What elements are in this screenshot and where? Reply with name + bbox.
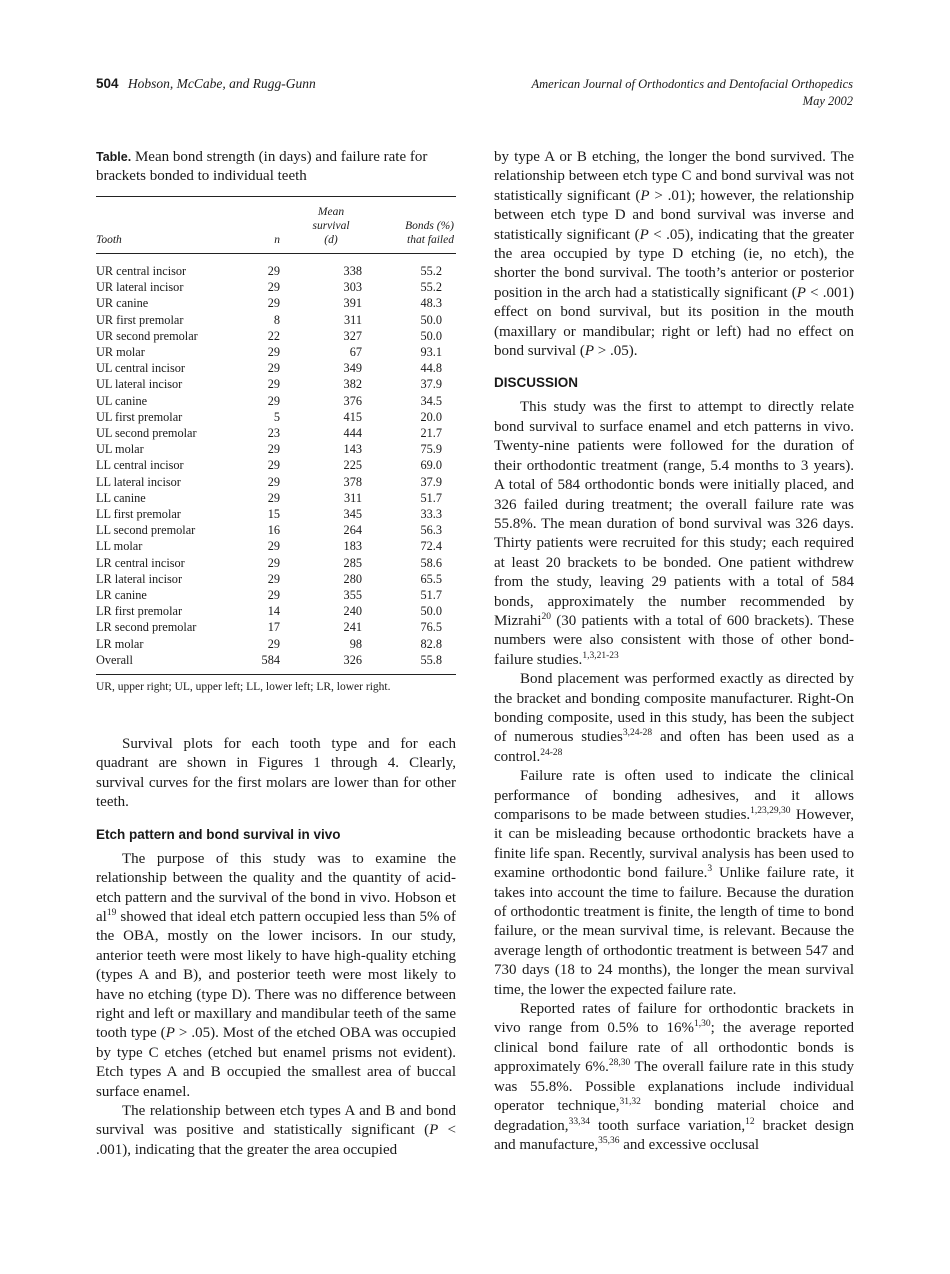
cell-n: 29 [267,442,280,457]
cell-mean-survival: 303 [343,280,362,295]
cell-tooth: UR lateral incisor [96,280,184,295]
cell-n: 22 [267,328,280,343]
table-row [96,425,456,441]
cell-n: 8 [273,312,280,327]
text-run: and excessive occlusal [619,1136,760,1153]
text-run: < .001) effect on bond survival, but its position in the mouth (maxillary or mandibular; right or left) had no effect on bond survival ( [494,284,854,360]
paragraph [494,670,854,767]
cell-mean-survival: 415 [343,409,362,424]
cell-failed: 55.2 [420,280,442,295]
text-run: Reported rates of failure for orthodontic brackets in vivo range from 0.5% to 16% [494,1001,854,1037]
table-row [96,474,456,490]
citation: 20 [541,611,551,622]
cell-tooth: LR second premolar [96,620,197,635]
section-heading: Etch pattern and bond survival in vivo [96,826,341,842]
text-run: < .05), indicating that the greater the area occupied by type D etching (ie, no etch), the shorter the bond survival. The tooth’s anterior or posterior position in the arch had a statistically significant ( [494,226,855,301]
cell-mean-survival: 67 [349,345,362,360]
cell-n: 29 [267,296,280,311]
table-row [96,619,456,635]
col-header-failed-line2: that failed [407,234,454,246]
table-row [96,254,456,279]
cell-n: 29 [267,555,280,570]
text-run: by type A or B etching, the longer the bond survived. The relationship between etch type C and bond survival was not statistically significant ( [494,149,854,204]
table-row [96,279,456,295]
citation: 24-28 [540,747,563,758]
cell-failed: 37.9 [420,377,442,392]
text-run: The relationship between etch types A and B and bond survival was positive and statistically significant ( [96,1102,456,1139]
cell-tooth: LR central incisor [96,555,185,570]
cell-tooth: UR canine [96,296,149,311]
cell-mean-survival: 311 [344,312,362,327]
cell-tooth: LL first premolar [96,507,181,522]
p-value-symbol: P [796,284,806,301]
cell-mean-survival: 444 [343,426,362,441]
table-bottom-rule [96,674,456,675]
citation: 1,23,29,30 [750,806,791,816]
cell-mean-survival: 98 [349,636,362,651]
cell-tooth: LR lateral incisor [96,571,183,586]
cell-n: 16 [267,523,280,538]
cell-mean-survival: 280 [343,571,362,586]
cell-n: 29 [267,377,280,392]
text-run: bracket design and manufacture, [494,1117,854,1153]
cell-mean-survival: 355 [343,588,362,603]
paragraph [494,767,854,1000]
col-header-failed [362,197,456,253]
citation: 19 [106,907,117,918]
cell-mean-survival: 345 [343,507,362,522]
text-run: bonding material choice and degradation, [494,1098,854,1134]
cell-failed: 51.7 [420,490,442,505]
cell-failed: 34.5 [420,393,442,408]
cell-n: 29 [267,474,280,489]
citation: 31,32 [619,1097,641,1108]
col-header-mean-survival [280,197,362,253]
text-run: > .05). Most of the etched OBA was occupied by type C etches (etched but enamel prisms not evident). Etch types A and B occupied the smallest area of buccal surface enamel. [96,1025,457,1100]
table-row [96,360,456,376]
table-row [96,652,456,674]
cell-failed: 51.7 [420,588,442,603]
col-header-failed-line1: Bonds (%) [405,220,454,232]
cell-failed: 50.0 [420,328,442,343]
cell-tooth: UL first premolar [96,409,183,424]
cell-n: 17 [267,620,280,635]
citation: 28,30 [608,1058,631,1069]
cell-failed: 75.9 [420,442,442,457]
table-row [96,376,456,392]
text-run: (30 patients with a total of 600 brackets). These numbers were also consistent with those of other bond-failure studies. [494,612,854,668]
p-value-symbol: P [639,226,649,243]
cell-mean-survival: 264 [343,523,362,538]
left-column [96,148,456,1160]
table-row [96,571,456,587]
table-caption-text: Mean bond strength (in days) and failure rate for brackets bonded to individual teeth [96,149,428,184]
citation: 33,34 [568,1116,590,1127]
table-row [96,409,456,425]
cell-failed: 72.4 [420,539,442,554]
cell-tooth: LL lateral incisor [96,474,181,489]
cell-failed: 65.5 [420,571,442,586]
table-row [96,490,456,506]
table-row [96,603,456,619]
paragraph: Survival plots for each tooth type and for each quadrant are shown in Figures 1 through 4. Clearly, survival curves for the first molars are lower than for other teeth. [96,736,456,811]
table-row [96,522,456,538]
col-header-mean-survival-line3: (d) [324,234,338,246]
paragraph [494,398,854,670]
cell-mean-survival: 349 [343,361,362,376]
citation: 35,36 [598,1135,620,1146]
citation: 3,24-28 [622,728,653,739]
cell-failed: 48.3 [420,296,442,311]
cell-mean-survival: 285 [343,555,362,570]
cell-mean-survival: 391 [343,296,362,311]
page-header [96,76,853,116]
cell-n: 23 [267,426,280,441]
text-run: The purpose of this study was to examine the relationship between the quality and the quantity of acid-etch pattern and the survival of the bond in vivo. Hobson et al [96,850,456,925]
cell-n: 29 [267,280,280,295]
table-row [96,441,456,457]
cell-tooth: LL canine [96,490,146,505]
table-row [96,393,456,409]
cell-n: 29 [267,264,280,278]
cell-failed: 76.5 [420,620,442,635]
paragraph [494,148,854,361]
text-run: Bond placement was performed exactly as directed by the bracket and bonding composite manufacturer. Right-On bonding composite, used in this study, has been the subject of numerous studies [494,671,854,746]
col-header-n: n [274,234,280,246]
cell-mean-survival: 376 [343,393,362,408]
text-run: Failure rate is often used to indicate the clinical performance of bonding adhesives, and it allows comparisons to be made between studies. [494,768,854,823]
p-value-symbol: P [584,343,594,360]
p-value-symbol: P [429,1122,439,1139]
cell-n: 29 [267,345,280,360]
cell-tooth: UR second premolar [96,328,198,343]
table-row [96,344,456,360]
col-header-mean-survival-line2: survival [312,220,350,232]
table-row [96,457,456,473]
section-heading: DISCUSSION [494,375,579,391]
running-head-right [532,76,854,110]
running-head-left [96,76,316,92]
cell-tooth: LR molar [96,636,144,651]
text-run: This study was the first to attempt to directly relate bond survival to surface enamel and etch patterns in vivo. Twenty-nine patients were followed for the duration of their orthodontic treatment (range, 5.4 months to 3 years). A total of 584 orthodontic bonds were initially placed, and 326 failed during treatment; the overall failure rate was 55.8%. The mean duration of bond survival was 326 days. Thirty patients were recruited for this study; each required at least 20 brackets to be bonded. One patient withdrew from the study, leaving 29 patients with a total of 584 bonds, approximately the number recommended by Mizrahi [494,399,854,629]
cell-n: 29 [267,458,280,473]
cell-n: 29 [267,636,280,651]
text-run: Unlike failure rate, it takes into account the time to failure. Because the duration of orthodontic treatment is finite, the length of time to bond failure, or the mean survival time, is relevant. Because the average length of orthodontic treatment is between 547 and 730 days (18 to 24 months), the longer the mean survival time, the lower the expected failure rate. [494,865,855,998]
cell-failed: 50.0 [420,312,442,327]
cell-n: 29 [267,539,280,554]
page-number: 504 [96,76,119,91]
table-caption [96,148,456,186]
cell-tooth: UR molar [96,345,145,360]
cell-mean-survival: 378 [343,474,362,489]
citation: 3 [707,864,713,875]
table-row [96,312,456,328]
text-run: and often has been used as a control. [494,729,855,765]
cell-failed: 21.7 [420,426,442,441]
cell-n: 14 [267,604,280,619]
cell-failed: 69.0 [420,458,442,473]
cell-tooth: Overall [96,652,133,667]
cell-failed: 55.2 [420,264,442,278]
col-header-tooth: Tooth [96,234,122,246]
cell-tooth: LL central incisor [96,458,184,473]
citation: 1,3,21-23 [582,650,619,661]
p-value-symbol: P [165,1025,175,1042]
citation: 1,30 [694,1019,711,1030]
text-run: < .001), indicating that the greater the area occupied [96,1122,456,1158]
cell-tooth: UL lateral incisor [96,377,183,392]
right-column [494,148,854,1155]
cell-tooth: UR central incisor [96,264,187,278]
text-run: ; the average reported clinical bond failure rate of all orthodontic bonds is approximately 6%. [494,1020,855,1076]
cell-tooth: UL second premolar [96,426,197,441]
cell-tooth: LR canine [96,588,147,603]
paragraph [96,850,456,1102]
cell-tooth: UL central incisor [96,361,186,376]
cell-mean-survival: 143 [343,442,362,457]
text-run: > .05). [594,343,638,360]
text-run: tooth surface variation, [589,1117,746,1134]
cell-n: 29 [267,571,280,586]
cell-failed: 44.8 [420,361,442,376]
text-run: The overall failure rate in this study was 55.8%. Possible explanations include individual operator technique, [494,1059,854,1115]
col-header-mean-survival-line1: Mean [317,206,345,218]
text-run: showed that ideal etch pattern occupied less than 5% of the OBA, mostly on the lower incisors. In our study, anterior teeth were most likely to have high-quality etching (types A and B), and posterior teeth were most likely to have no etching (type D). There was no difference between right and left or maxillary and mandibular teeth of the same tooth type ( [96,908,456,1042]
authors: Hobson, McCabe, and Rugg-Gunn [127,76,316,91]
cell-tooth: UR first premolar [96,312,184,327]
cell-tooth: LR first premolar [96,604,183,619]
cell-tooth: LL second premolar [96,523,196,538]
cell-failed: 33.3 [420,507,442,522]
cell-tooth: UL molar [96,442,144,457]
cell-failed: 55.8 [420,652,442,667]
table-row [96,506,456,522]
table-row [96,328,456,344]
cell-failed: 93.1 [420,345,442,360]
cell-mean-survival: 327 [343,328,362,343]
cell-n: 29 [267,588,280,603]
cell-n: 5 [273,409,280,424]
paragraph [494,1000,854,1155]
journal-title: American Journal of Orthodontics and Dentofacial Orthopedics [531,77,853,91]
table-label: Table. [96,150,132,164]
table-row [96,555,456,571]
cell-n: 29 [267,490,280,505]
cell-failed: 58.6 [420,555,442,570]
cell-failed: 20.0 [420,409,442,424]
cell-n: 584 [261,652,280,667]
cell-n: 29 [267,361,280,376]
cell-failed: 82.8 [420,636,442,651]
text-run: However, it can be misleading because orthodontic brackets have a finite life span. Recently, survival analysis has been used to examine orthodontic bond failure. [494,807,854,882]
paragraph [96,1102,456,1160]
cell-failed: 50.0 [420,604,442,619]
cell-mean-survival: 183 [343,539,362,554]
table-row [96,538,456,554]
table-footnote: UR, upper right; UL, upper left; LL, lower left; LR, lower right. [96,681,391,694]
cell-mean-survival: 225 [343,458,362,473]
cell-n: 15 [267,507,280,522]
survival-table [96,197,456,674]
p-value-symbol: P [640,187,650,204]
citation: 12 [745,1116,755,1127]
cell-failed: 56.3 [420,523,442,538]
table-body [96,254,456,674]
table-row [96,295,456,311]
cell-mean-survival: 311 [344,490,362,505]
issue-date: May 2002 [802,94,853,108]
cell-mean-survival: 338 [343,264,362,278]
cell-mean-survival: 240 [343,604,362,619]
table-header-row [96,197,456,253]
cell-tooth: UL canine [96,393,148,408]
cell-mean-survival: 382 [343,377,362,392]
table-row [96,636,456,652]
cell-mean-survival: 326 [343,652,362,667]
cell-n: 29 [267,393,280,408]
cell-failed: 37.9 [420,474,442,489]
table-row [96,587,456,603]
cell-mean-survival: 241 [343,620,362,635]
cell-tooth: LL molar [96,539,143,554]
text-run: > .01); however, the relationship between etch type D and bond survival was inverse and statistically significant ( [494,187,854,243]
